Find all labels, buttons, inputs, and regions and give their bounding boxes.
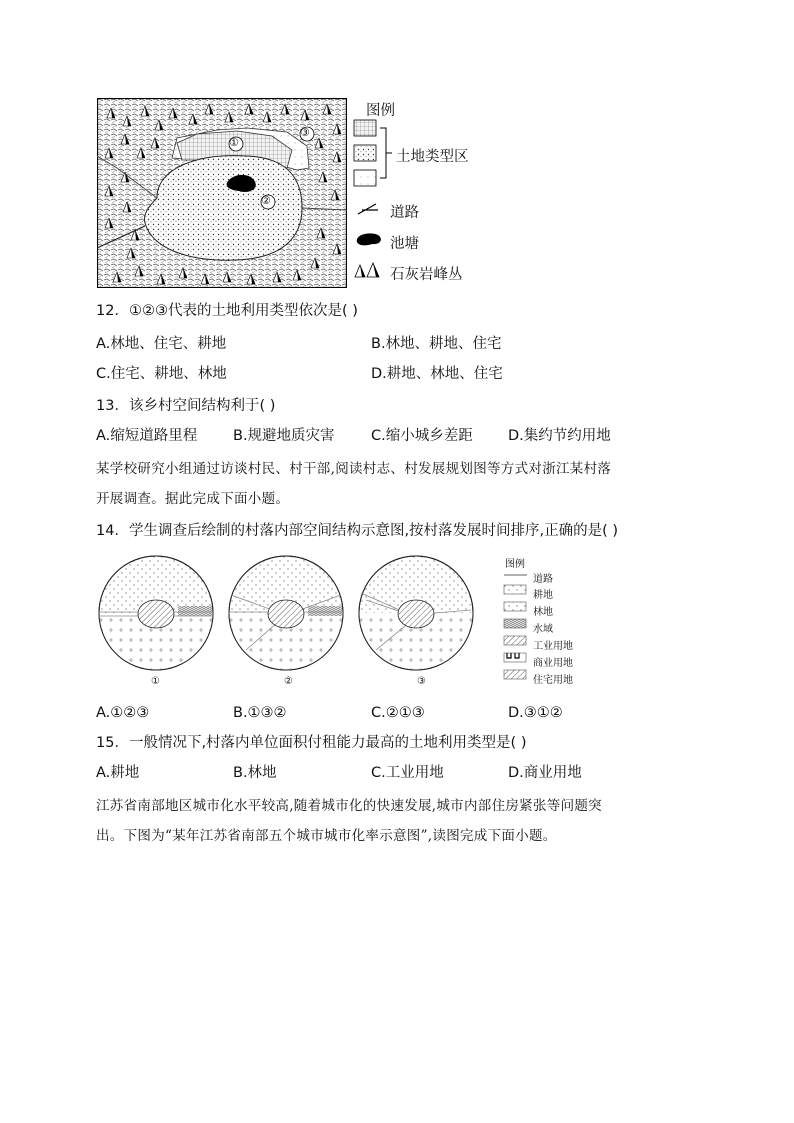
legend2-industrial: 工业用地: [533, 641, 573, 652]
q15-stem: 15．一般情况下,村落内单位面积付租能力最高的土地利用类型是( ): [96, 735, 527, 751]
diagram-label-2: ②: [284, 676, 293, 687]
intro-14-line2: 开展调查。据此完成下面小题。: [96, 491, 290, 507]
legend-land-zone: 土地类型区: [396, 149, 469, 165]
legend2-farmland: 耕地: [533, 590, 553, 601]
legend2-road: 道路: [533, 574, 553, 585]
legend2-water: 水域: [533, 624, 553, 635]
intro-16-line1: 江苏省南部地区城市化水平较高,随着城市化的快速发展,城市内部住房紧张等问题突: [96, 798, 602, 814]
q12-option-c: C.住宅、耕地、林地: [96, 366, 227, 382]
legend-road: 道路: [390, 205, 419, 221]
q13-option-c: C.缩小城乡差距: [371, 428, 473, 444]
legend-limestone: 石灰岩峰丛: [390, 267, 463, 283]
intro-16-line2: 出。下图为“某年江苏省南部五个城市城市化率示意图”,读图完成下面小题。: [96, 828, 557, 844]
zone-label-3: ③: [300, 126, 310, 139]
zone-label-1: ①: [229, 136, 239, 149]
q14-stem: 14．学生调查后绘制的村落内部空间结构示意图,按村落发展时间排序,正确的是( ): [96, 523, 619, 539]
zone-label-2: ②: [261, 194, 271, 207]
q13-option-a: A.缩短道路里程: [96, 428, 198, 444]
q13-option-d: D.集约节约用地: [508, 428, 611, 444]
q12-option-d: D.耕地、林地、住宅: [371, 366, 503, 382]
legend2-residential: 住宅用地: [533, 675, 573, 686]
q15-option-c: C.工业用地: [371, 765, 444, 781]
q15-option-b: B.林地: [233, 765, 277, 781]
road-icon: [356, 200, 380, 216]
legend2-swatches: [503, 568, 531, 686]
q15-option-d: D.商业用地: [508, 765, 582, 781]
q14-option-d: D.③①②: [508, 705, 563, 721]
legend-pond: 池塘: [390, 236, 419, 252]
legend-swatches: [352, 118, 402, 188]
diagram-label-1: ①: [151, 676, 160, 687]
q14-option-c: C.②①③: [371, 705, 425, 721]
q13-option-b: B.规避地质灾害: [233, 428, 335, 444]
legend2-title: 图例: [505, 559, 525, 570]
limestone-peak-icon: [354, 262, 384, 278]
pond-legend-icon: [354, 231, 384, 249]
q12-option-b: B.林地、耕地、住宅: [371, 336, 502, 352]
legend2-forest: 林地: [533, 607, 553, 618]
q14-option-a: A.①②③: [96, 705, 150, 721]
diagram-label-3: ③: [417, 676, 426, 687]
legend-title: 图例: [366, 103, 395, 119]
legend2-commercial: 商业用地: [533, 658, 573, 669]
q14-option-b: B.①③②: [233, 705, 287, 721]
q15-option-a: A.耕地: [96, 765, 140, 781]
village-structure-diagrams: [96, 555, 476, 673]
q13-stem: 13．该乡村空间结构利于( ): [96, 398, 276, 414]
intro-14-line1: 某学校研究小组通过访谈村民、村干部,阅读村志、村发展规划图等方式对浙江某村落: [96, 461, 612, 477]
q12-stem: 12．①②③代表的土地利用类型依次是( ): [96, 303, 358, 319]
q12-option-a: A.林地、住宅、耕地: [96, 336, 227, 352]
